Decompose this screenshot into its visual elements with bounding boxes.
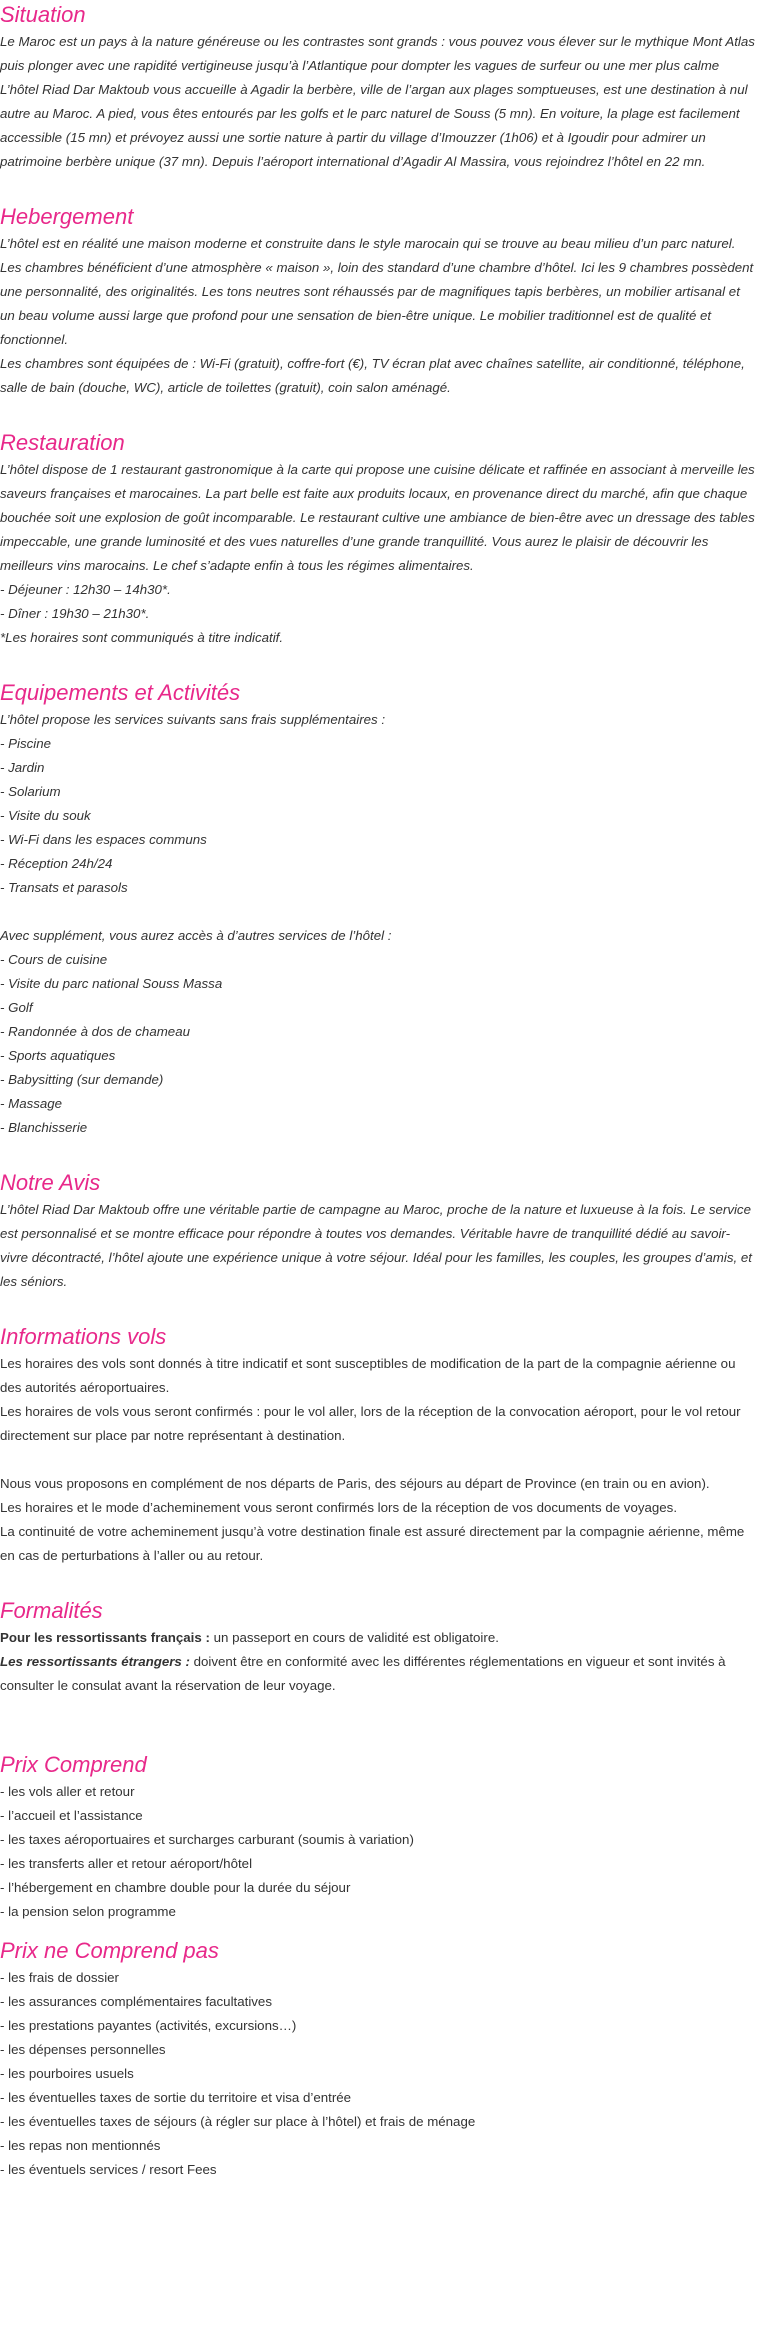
section-title: Prix Comprend — [0, 1752, 147, 1777]
list-item: - Réception 24h/24 — [0, 856, 113, 871]
section-title: Prix ne Comprend pas — [0, 1938, 219, 1963]
section-text — [0, 708, 756, 1140]
list-item: - les éventuelles taxes de séjours (à régler sur place à l’hôtel) et frais de ménage — [0, 2114, 476, 2129]
paragraph: L’hôtel est en réalité une maison moderne et construite dans le style marocain qui se trouve au beau milieu d’un parc naturel. Les chambres bénéficient d’une atmosphère « maison », loin des standard d’une chambre d’hôtel. Ici les 9 chambres possèdent une personnalité, des originalités. Les tons neutres sont réhaussés par de magnifiques tapis berbères, un mobilier artisanal et un beau volume aussi large que profond pour une sensation de bien-être unique. Le mobilier traditionnel est de qualité et fonctionnel. — [0, 236, 754, 347]
section-text: L’hôtel Riad Dar Maktoub offre une véritable partie de campagne au Maroc, proche de la nature et luxueuse à la fois. Le service est personnalisé et se montre efficace pour répondre à toutes vos demandes. Véritable havre de tranquillité dédié au savoir-vivre décontracté, l’hôtel ajoute une expérience unique à votre séjour. Idéal pour les familles, les couples, les groupes d’amis, et les séniors. — [0, 1202, 752, 1289]
section-avis — [0, 1168, 756, 1294]
list-item: - Dîner : 19h30 – 21h30*. — [0, 606, 150, 621]
list-item: - Blanchisserie — [0, 1120, 88, 1135]
paragraph: Les horaires de vols vous seront confirmés : pour le vol aller, lors de la réception de la convocation aéroport, pour le vol retour directement sur place par notre représentant à destination. — [0, 1404, 741, 1443]
list-item: - Massage — [0, 1096, 63, 1111]
value: un passeport en cours de validité est obligatoire. — [209, 1630, 499, 1645]
list-item: - Solarium — [0, 784, 61, 799]
list-item: - Piscine — [0, 736, 51, 751]
list-item: - les pourboires usuels — [0, 2066, 134, 2081]
section-title: Hebergement — [0, 204, 134, 229]
list-item: - les prestations payantes (activités, excursions…) — [0, 2018, 297, 2033]
list-item: - Babysitting (sur demande) — [0, 1072, 164, 1087]
section-title: Informations vols — [0, 1324, 167, 1349]
section-text — [0, 1780, 756, 1924]
list-item: - les frais de dossier — [0, 1970, 119, 1985]
intro: L’hôtel propose les services suivants sans frais supplémentaires : — [0, 712, 386, 727]
section-text — [0, 1966, 756, 2182]
section-equipements — [0, 678, 756, 1140]
list-item: - les éventuels services / resort Fees — [0, 2162, 217, 2177]
section-text: Le Maroc est un pays à la nature généreuse ou les contrastes sont grands : vous pouvez vous élever sur le mythique Mont Atlas puis plonger avec une rapidité vertigineuse jusqu’à l’Atlantique pour dompter les vagues de surfeur ou une mer plus calme L’hôtel Riad Dar Maktoub vous accueille à Agadir la berbère, ville de l’argan aux plages somptueuses, est une destination à nul autre au Maroc. A pied, vous êtes entourés par les golfs et le parc naturel de Souss (5 mn). En voiture, la plage est facilement accessible (15 mn) et prévoyez aussi une sortie nature à partir du village d’Imouzzer (1h06) et à Igoudir pour admirer un patrimoine berbère unique (37 mn). Depuis l’aéroport international d’Agadir Al Massira, vous rejoindrez l’hôtel en 22 mn. — [0, 34, 755, 169]
section-situation — [0, 0, 756, 174]
list-item: - Golf — [0, 1000, 33, 1015]
section-hebergement — [0, 202, 756, 400]
paragraph — [0, 1626, 756, 1650]
list-item: - l’hébergement en chambre double pour la durée du séjour — [0, 1880, 351, 1895]
paragraph: Les horaires et le mode d’acheminement vous seront confirmés lors de la réception de vos documents de voyages. — [0, 1500, 678, 1515]
list-item: - Cours de cuisine — [0, 952, 108, 967]
section-text — [0, 1352, 756, 1568]
paragraph: Les chambres sont équipées de : Wi-Fi (gratuit), coffre-fort (€), TV écran plat avec chaînes satellite, air conditionné, téléphone, salle de bain (douche, WC), article de toilettes (gratuit), coin salon aménagé. — [0, 356, 745, 395]
list-item: - les éventuelles taxes de sortie du territoire et visa d’entrée — [0, 2090, 352, 2105]
list-item: - Wi-Fi dans les espaces communs — [0, 832, 207, 847]
paragraph: L’hôtel dispose de 1 restaurant gastronomique à la carte qui propose une cuisine délicate et raffinée en associant à merveille les saveurs françaises et marocaines. La part belle est faite aux produits locaux, en provenance direct du marché, afin que chaque bouchée soit une explosion de goût incomparable. Le restaurant cultive une ambiance de bien-être avec un dressage des tables impeccable, une grande luminosité et des vues naturelles d’une grande tranquillité. Vous aurez le plaisir de découvrir les meilleurs vins marocains. Le chef s’adapte enfin à tous les régimes alimentaires. — [0, 462, 755, 573]
label: Les ressortissants étrangers : — [0, 1654, 190, 1669]
value: doivent être en conformité avec les différentes réglementations en vigueur et sont invités à consulter le consulat avant la réservation de leur voyage. — [0, 1654, 726, 1693]
list-item: - les vols aller et retour — [0, 1784, 135, 1799]
list-item: - la pension selon programme — [0, 1904, 176, 1919]
list-item: - Jardin — [0, 760, 45, 775]
paragraph: La continuité de votre acheminement jusqu’à votre destination finale est assuré directement par la compagnie aérienne, même en cas de perturbations à l’aller ou au retour. — [0, 1524, 745, 1563]
section-text — [0, 458, 756, 650]
list-item: - Déjeuner : 12h30 – 14h30*. — [0, 582, 171, 597]
spacer — [0, 1448, 756, 1472]
section-title: Restauration — [0, 430, 125, 455]
section-title: Situation — [0, 2, 86, 27]
section-vols — [0, 1322, 756, 1568]
list-item: - Transats et parasols — [0, 880, 128, 895]
section-text — [0, 1626, 756, 1698]
paragraph — [0, 1650, 756, 1698]
spacer — [0, 900, 756, 924]
paragraph: Les horaires des vols sont donnés à titre indicatif et sont susceptibles de modification de la part de la compagnie aérienne ou des autorités aéroportuaires. — [0, 1356, 736, 1395]
section-restauration — [0, 428, 756, 650]
list-item: - les taxes aéroportuaires et surcharges carburant (soumis à variation) — [0, 1832, 414, 1847]
list-item: - Sports aquatiques — [0, 1048, 116, 1063]
section-text — [0, 232, 756, 400]
paragraph: Nous vous proposons en complément de nos départs de Paris, des séjours au départ de Province (en train ou en avion). — [0, 1476, 710, 1491]
section-title: Equipements et Activités — [0, 680, 241, 705]
section-formalites — [0, 1596, 756, 1698]
intro: Avec supplément, vous aurez accès à d’autres services de l’hôtel : — [0, 928, 392, 943]
list-item: - les assurances complémentaires facultatives — [0, 1994, 272, 2009]
section-title: Formalités — [0, 1598, 103, 1623]
list-item: - les dépenses personnelles — [0, 2042, 166, 2057]
footnote: *Les horaires sont communiqués à titre indicatif. — [0, 630, 284, 645]
section-title: Notre Avis — [0, 1170, 101, 1195]
label: Pour les ressortissants français : — [0, 1630, 210, 1645]
list-item: - Visite du parc national Souss Massa — [0, 976, 223, 991]
list-item: - les repas non mentionnés — [0, 2138, 161, 2153]
section-prix-non — [0, 1936, 756, 2182]
list-item: - Visite du souk — [0, 808, 91, 823]
list-item: - l’accueil et l’assistance — [0, 1808, 143, 1823]
list-item: - les transferts aller et retour aéroport/hôtel — [0, 1856, 253, 1871]
section-prix — [0, 1750, 756, 1924]
list-item: - Randonnée à dos de chameau — [0, 1024, 190, 1039]
